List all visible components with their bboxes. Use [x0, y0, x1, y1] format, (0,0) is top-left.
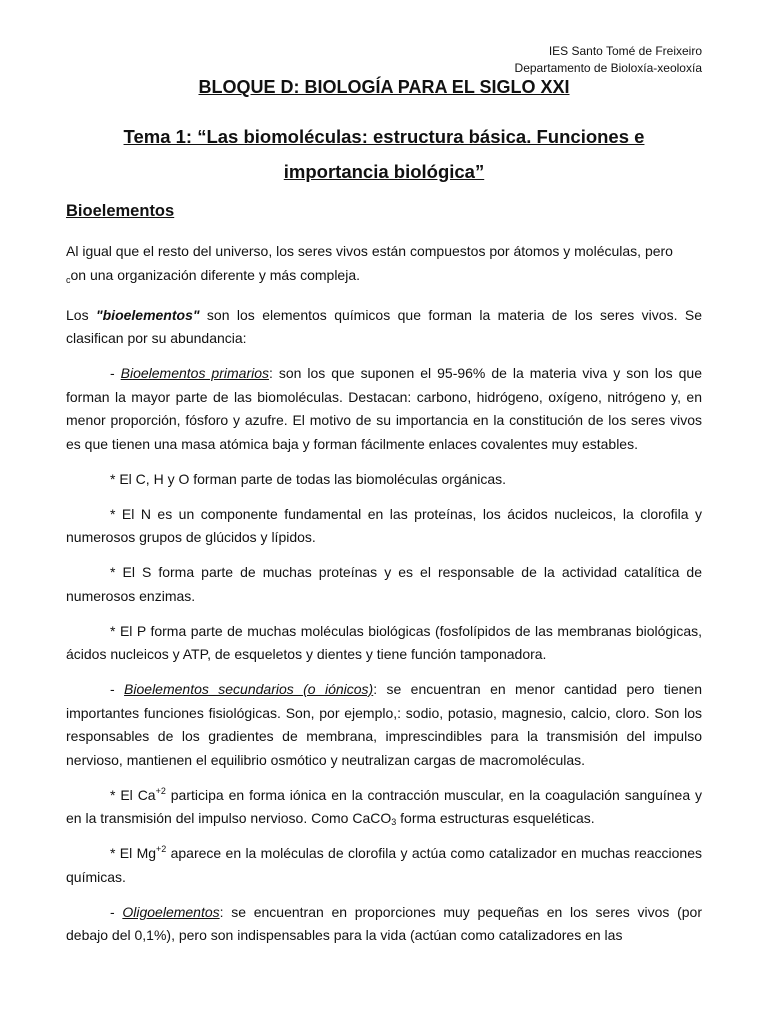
- calcium-c: forma estructuras esqueléticas.: [396, 810, 595, 826]
- paragraph-bioelementos-definition: [66, 304, 702, 351]
- magnesium-a: * El Mg: [110, 845, 157, 861]
- primarios-rest: : son los que suponen el 95-96% de la materia viva y son los que forman la mayor parte de las biomoléculas. Destacan: carbono, hidrógeno, oxígeno, nitrógeno y, en menor proporción, fósforo y azufre. El motivo de su importancia en la constitución de los seres vivos es que tienen una masa atómica baja y forman fácilmente enlaces covalentes muy estables.: [66, 365, 702, 452]
- secundarios-rest: : se encuentran en menor cantidad pero tienen importantes funciones fisiológicas. Son, por ejemplo,: sodio, potasio, magnesio, calcio, cloro. Son los responsables de los gradientes de membrana, imprescindibles para la transmisión del impulso nervioso, mantienen el equilibrio osmótico y neutralizan cargas de macromoléculas.: [66, 681, 702, 768]
- header-institution: IES Santo Tomé de Freixeiro: [548, 44, 702, 58]
- document-body: [66, 240, 702, 959]
- oligo-rest: : se encuentran en proporciones muy pequeñas en los seres vivos (por debajo del 0,1%), pero son indispensables para la vida (actúan como catalizadores en las: [66, 903, 702, 943]
- document-header: [515, 43, 702, 77]
- primarios-term: Bioelementos primarios: [120, 365, 269, 381]
- header-department: Departamento de Bioloxía-xeoloxía: [514, 61, 702, 75]
- paragraph-c-h-o: * El C, H y O forman parte de todas las biomoléculas orgánicas.: [110, 470, 507, 487]
- paragraph-secundarios: [66, 678, 702, 772]
- oligo-term: Oligoelementos: [122, 903, 220, 920]
- section-heading: Bioelementos: [66, 202, 175, 220]
- calcium-sup: +2: [155, 785, 166, 796]
- intro-text-a: Al igual que el resto del universo, los seres vivos están compuestos por átomos y moléculas, pero: [66, 243, 673, 259]
- block-title: BLOQUE D: BIOLOGÍA PARA EL SIGLO XXI: [198, 77, 570, 97]
- intro-text-b: on una organización diferente y más compleja.: [70, 266, 361, 283]
- def-term: "bioelementos": [95, 306, 200, 323]
- paragraph-phosphorus: * El P forma parte de muchas moléculas biológicas (fosfolípidos de las membranas biológicas, ácidos nucleicos y ATP, de esqueletos y dientes y tiene función tamponadora.: [66, 622, 702, 662]
- intro-stray-char: c: [66, 274, 71, 285]
- paragraph-primarios: [66, 362, 702, 456]
- calcium-b: participa en forma iónica en la contracción muscular, en la coagulación sanguínea y en la transmisión del impulso nervioso. Como CaCO: [66, 786, 703, 826]
- oligo-dash: -: [110, 903, 123, 920]
- calcium-sub: 3: [391, 817, 397, 827]
- def-prefix: Los: [66, 306, 96, 323]
- paragraph-intro: [66, 240, 702, 292]
- topic-title: Tema 1: “Las biomoléculas: estructura básica. Funciones e importancia biológica”: [123, 126, 645, 182]
- paragraph-calcium: [66, 784, 702, 831]
- secundarios-dash: -: [110, 681, 125, 697]
- primarios-dash: -: [110, 365, 121, 381]
- def-rest: son los elementos químicos que forman la materia de los seres vivos. Se clasifican por su abundancia:: [66, 306, 702, 346]
- secundarios-term: Bioelementos secundarios (o iónicos): [124, 681, 374, 697]
- paragraph-nitrogen: * El N es un componente fundamental en las proteínas, los ácidos nucleicos, la clorofila y numerosos grupos de glúcidos y lípidos.: [66, 505, 702, 545]
- paragraph-sulfur: * El S forma parte de muchas proteínas y es el responsable de la actividad catalítica de numerosos enzimas.: [66, 564, 702, 604]
- magnesium-b: aparece en la moléculas de clorofila y actúa como catalizador en muchas reacciones químicas.: [66, 845, 702, 885]
- calcium-a: * El Ca: [110, 786, 156, 803]
- paragraph-oligoelementos: [66, 901, 702, 948]
- paragraph-magnesium: [66, 842, 702, 889]
- magnesium-sup: +2: [156, 844, 167, 854]
